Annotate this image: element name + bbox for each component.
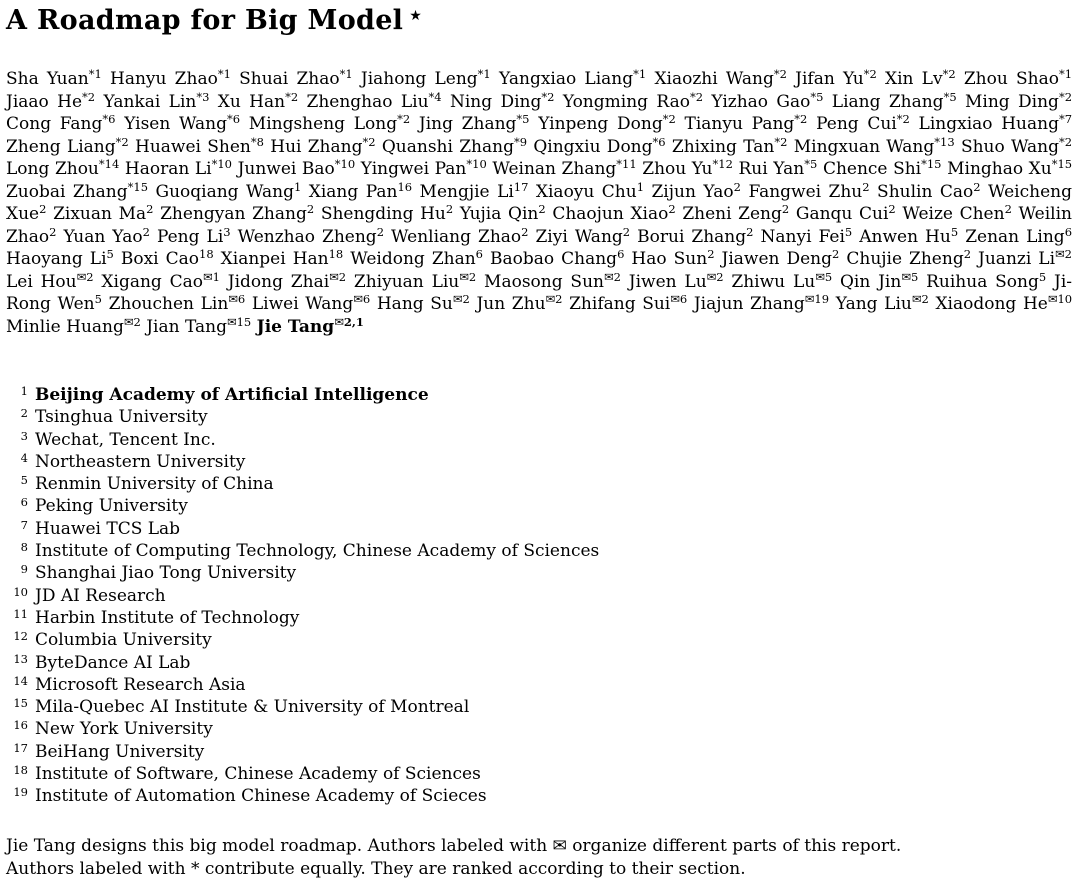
author-superscript: 2 [781, 202, 790, 216]
author-superscript: *2 [896, 112, 910, 126]
paper-title-text: A Roadmap for Big Model [6, 5, 404, 36]
author-superscript: 2 [733, 179, 741, 194]
author: Ruihua Song$^5$ [926, 269, 1047, 292]
author: Borui Zhang$^2$ [637, 224, 754, 247]
author: Rui Yan$^{*5}$ [738, 157, 818, 179]
affiliation-name: Institute of Software, Chinese Academy of Sciences [35, 764, 481, 785]
affiliation-row [6, 585, 1072, 607]
affiliation-number: 17 [13, 740, 28, 755]
author: Zhiwu $Lu^{✉5}$ [731, 269, 833, 292]
affiliation-row [6, 451, 1072, 473]
affiliation-name: Microsoft Research Asia [35, 674, 246, 695]
affiliation-number: 19 [13, 785, 28, 800]
author: Haoyang Li$^5$ [6, 247, 114, 269]
author-superscript: *5 [810, 89, 824, 104]
author: Jidong Zhai$^{✉2}$ [227, 269, 347, 292]
author-superscript: *1 [88, 67, 102, 81]
author-superscript: 5 [106, 247, 114, 261]
affiliation-number: 14 [13, 673, 28, 688]
author-superscript: *2 [773, 67, 787, 81]
author: Chence Shi$^{*15}$ [822, 157, 942, 179]
author-superscript: 1 [636, 179, 645, 194]
affiliation-name: Beijing Academy of Artificial Intelligence [35, 385, 429, 405]
author-superscript: *10 [466, 157, 487, 171]
affiliation-number: 18 [13, 763, 28, 778]
author: Zijun Yao$^2$ [651, 179, 741, 202]
author-superscript: *6 [226, 112, 241, 126]
affiliation-row [6, 562, 1072, 584]
affiliation-row [6, 384, 1072, 406]
author: Guoqiang Wang$^1$ [155, 179, 302, 202]
author: Weinan Zhang$^{*11}$ [492, 157, 637, 179]
affiliation-name: Columbia University [35, 630, 212, 651]
author: Jiwen $Lu^{✉2}$ [628, 269, 724, 292]
author: Ganqu Cui$^2$ [795, 202, 896, 224]
author: Yongming Rao$^{*2}$ [562, 89, 704, 112]
footnotes [6, 835, 1072, 881]
author: Boxi Cao$^{18}$ [120, 247, 214, 269]
author-superscript: 2 [146, 202, 154, 216]
author-superscript: *5 [943, 89, 957, 104]
author-superscript: *12 [712, 157, 733, 171]
author: Anwen Hu$^5$ [859, 224, 959, 247]
author-superscript: *2 [1058, 134, 1073, 149]
author: Jiaao He$^{*2}$ [6, 89, 96, 112]
affiliation-name: Northeastern University [35, 451, 246, 472]
author: Minghao Xu$^{*15}$ [947, 157, 1073, 179]
author: Yangxiao Liang$^{*1}$ [498, 67, 647, 89]
author-superscript: *1 [1059, 67, 1073, 81]
author: Yinpeng Dong$^{*2}$ [538, 112, 676, 134]
affiliation-row [6, 674, 1072, 696]
author-superscript: ✉15 [226, 314, 252, 329]
author: Yingwei Pan$^{*10}$ [360, 157, 487, 179]
author-superscript: 6 [1064, 224, 1073, 239]
author-superscript: ✉1 [203, 269, 220, 284]
author: Juanzi $Li^{✉2}$ [978, 247, 1072, 269]
author: Hao Sun$^2$ [631, 247, 715, 269]
affiliation-name: Peking University [35, 496, 188, 517]
author-superscript: ✉2 [911, 292, 929, 306]
affiliation-row [6, 763, 1072, 785]
affiliation-row [6, 429, 1072, 451]
affiliation-number: 9 [20, 562, 28, 577]
author-superscript: 17 [513, 179, 529, 194]
affiliation-name: Institute of Computing Technology, Chinese Academy of Sciences [35, 541, 600, 562]
author: Liwei Wang$^{✉6}$ [251, 292, 371, 314]
author: Yisen Wang$^{*6}$ [124, 112, 241, 134]
author: Xiaozhi Wang$^{*2}$ [654, 67, 787, 89]
author-superscript: 5 [950, 224, 959, 239]
author-superscript: ✉2 [452, 292, 470, 306]
author: Fangwei Zhu$^2$ [748, 179, 870, 202]
author: Ji-Rong Wen$^5$ [6, 271, 1073, 314]
author-superscript: 16 [397, 179, 413, 194]
affiliation-number: 12 [13, 629, 28, 644]
affiliation-name: Renmin University of China [35, 474, 274, 495]
author-superscript: 6 [475, 247, 483, 261]
author-superscript: 1 [293, 179, 302, 194]
author-superscript: *2 [942, 67, 956, 81]
author-superscript: ✉2 [545, 292, 563, 306]
author: Weilin Zhao$^2$ [6, 204, 1072, 247]
author-superscript: *8 [250, 134, 264, 149]
author-superscript: *2 [362, 134, 376, 149]
author-superscript: 2 [49, 224, 57, 239]
author: Zenan Ling$^6$ [965, 224, 1073, 247]
affiliation-number: 15 [13, 696, 28, 711]
affiliation-number: 11 [13, 606, 28, 621]
author: Baobao Chang$^6$ [490, 247, 625, 269]
author: Yizhao Gao$^{*5}$ [711, 89, 824, 112]
author: Shulin Cao$^2$ [877, 179, 981, 202]
author: Lei Hou$^{✉2}$ [6, 269, 94, 292]
author-superscript: *2 [863, 67, 877, 81]
author: Xianpei Han$^{18}$ [220, 247, 344, 269]
author: Jing Zhang$^{*5}$ [418, 112, 530, 134]
author-superscript: *2 [285, 89, 299, 104]
author-superscript: *4 [428, 89, 442, 104]
author-superscript: 5 [94, 292, 102, 306]
author: Wenliang Zhao$^2$ [391, 224, 529, 247]
author: Jifan Yu$^{*2}$ [795, 67, 877, 89]
author: Weidong Zhan$^6$ [350, 247, 483, 269]
author: Chaojun Xiao$^2$ [552, 202, 676, 224]
author: Haoran Li$^{*10}$ [124, 157, 232, 179]
author-superscript: *1 [339, 67, 353, 81]
author: Mingsheng Long$^{*2}$ [248, 112, 411, 134]
author: Huawei Shen$^{*8}$ [135, 134, 264, 157]
author-superscript: 18 [328, 247, 344, 261]
author: Zhiyuan Liu$^{✉2}$ [353, 269, 477, 292]
author-superscript: 2 [668, 202, 676, 216]
author-superscript: *1 [217, 67, 231, 81]
author: Ziyi Wang$^2$ [535, 224, 631, 247]
author: Zhouchen Lin$^{✉6}$ [108, 292, 246, 314]
author-superscript: ✉2 [1055, 247, 1072, 261]
affiliation-list [6, 384, 1072, 808]
author-superscript: *2 [774, 134, 788, 149]
author: Mingxuan Wang$^{*13}$ [793, 134, 955, 157]
author: Xigang Cao$^{✉1}$ [101, 269, 220, 292]
author-superscript: 2 [963, 247, 972, 261]
author-superscript: *7 [1058, 112, 1073, 126]
affiliation-name: Harbin Institute of Technology [35, 607, 300, 628]
author-superscript: 2 [521, 224, 529, 239]
author-superscript: 2 [973, 179, 981, 194]
author: Shuai Zhao$^{*1}$ [239, 67, 353, 89]
author-superscript: ✉10 [1047, 292, 1073, 306]
affiliation-number: 8 [20, 540, 28, 555]
affiliation-row [6, 406, 1072, 428]
author-superscript: *15 [1051, 157, 1073, 171]
affiliation-number: 7 [20, 517, 28, 532]
affiliation-row [6, 718, 1072, 740]
author: Qingxiu Dong$^{*6}$ [533, 134, 666, 157]
author: Junwei Bao$^{*10}$ [237, 157, 356, 179]
author-superscript: *6 [102, 112, 116, 126]
affiliation-number: 6 [20, 495, 28, 510]
author-superscript: *2 [397, 112, 411, 126]
author: Zhou Yu$^{*12}$ [642, 157, 733, 179]
author: Xu Han$^{*2}$ [217, 89, 299, 112]
author: Quanshi Zhang$^{*9}$ [381, 134, 528, 157]
author: Zhixing Tan$^{*2}$ [671, 134, 788, 157]
author-superscript: *1 [633, 67, 647, 81]
author-superscript: ✉2,1 [334, 314, 364, 329]
author: Hui Zhang$^{*2}$ [270, 134, 376, 157]
author: Jiawen Deng$^2$ [721, 247, 840, 269]
author-superscript: 2 [1004, 202, 1012, 216]
author: Lingxiao Huang$^{*7}$ [918, 112, 1073, 134]
author-superscript: 2 [39, 202, 47, 216]
author-superscript: 2 [862, 179, 870, 194]
author: Sha Yuan$^{*1}$ [6, 67, 102, 89]
affiliation-name: ByteDance AI Lab [35, 652, 191, 673]
author: Zhou Shao$^{*1}$ [963, 67, 1073, 89]
author: Yuan Yao$^2$ [63, 224, 150, 247]
affiliation-row [6, 785, 1072, 807]
author: Weicheng Xue$^2$ [6, 181, 1072, 224]
author: Peng Li$^3$ [156, 224, 231, 247]
author-superscript: ✉2 [329, 269, 347, 284]
author: Ming Ding$^{*2}$ [965, 89, 1073, 112]
author-superscript: *2 [662, 112, 676, 126]
author: Jiajun Zhang$^{✉19}$ [693, 292, 830, 314]
title-footnote-star-icon: ★ [409, 8, 423, 24]
author-superscript: ✉2 [459, 269, 477, 284]
author: Shengding Hu$^2$ [320, 202, 454, 224]
author-superscript: 2 [306, 202, 315, 216]
author-superscript: *15 [127, 179, 149, 194]
author-superscript: *5 [516, 112, 530, 126]
author: Xin Lv$^{*2}$ [884, 67, 956, 89]
author-superscript: *2 [115, 134, 129, 149]
author-superscript: *10 [211, 157, 232, 171]
author-superscript: 2 [888, 202, 896, 216]
author-superscript: 2 [445, 202, 454, 216]
author-superscript: ✉2 [603, 269, 621, 284]
affiliation-name: Tsinghua University [35, 407, 208, 428]
author: Yujia Qin$^2$ [459, 202, 546, 224]
author: Chujie Zheng$^2$ [846, 247, 972, 269]
author-superscript: ✉6 [228, 292, 246, 306]
author: Tianyu Pang$^{*2}$ [684, 112, 808, 134]
author-superscript: *13 [934, 134, 955, 149]
author-superscript: ✉2 [76, 269, 94, 284]
author-superscript: *9 [513, 134, 528, 149]
affiliation-row [6, 473, 1072, 495]
author: Wenzhao Zheng$^2$ [237, 224, 385, 247]
author: Zhengyan Zhang$^2$ [160, 202, 315, 224]
author: Xiaodong $He^{✉10}$ [935, 292, 1073, 314]
author-superscript: 5 [1038, 269, 1047, 284]
author-superscript: 3 [223, 224, 231, 239]
author: Zixuan Ma$^2$ [53, 202, 154, 224]
affiliation-row [6, 518, 1072, 540]
affiliation-row [6, 696, 1072, 718]
footnote-line-1: Jie Tang designs this big model roadmap. Authors labeled with ✉ organize different parts of this report. [6, 835, 902, 856]
affiliation-number: 16 [13, 718, 28, 733]
author-superscript: 2 [538, 202, 546, 216]
author: Zheni Zeng$^2$ [682, 202, 790, 224]
author: Jun Zhu$^{✉2}$ [476, 292, 563, 314]
affiliation-name: Institute of Automation Chinese Academy of Scieces [35, 786, 487, 807]
author-superscript: ✉6 [670, 292, 688, 306]
affiliation-row [6, 540, 1072, 562]
affiliation-name: Huawei TCS Lab [35, 518, 181, 539]
author: Nanyi Fei$^5$ [760, 224, 853, 247]
paper-title [6, 4, 1072, 38]
author-superscript: ✉5 [815, 269, 833, 284]
author: Hang $Su^{✉2}$ [376, 292, 470, 314]
author: Shuo Wang$^{*2}$ [960, 134, 1073, 157]
footnote-line-2: Authors labeled with * contribute equally. They are ranked according to their section. [6, 858, 746, 879]
author: Yankai Lin$^{*3}$ [103, 89, 210, 112]
author: Zhenghao Liu$^{*4}$ [306, 89, 442, 112]
author: Zheng Liang$^{*2}$ [6, 134, 129, 157]
affiliation-name: JD AI Research [35, 585, 166, 606]
affiliation-number: 4 [20, 450, 28, 465]
author: Jie Tang$^{✉2,1}$ [256, 314, 364, 337]
affiliation-name: Wechat, Tencent Inc. [35, 429, 216, 450]
author-superscript: *1 [477, 67, 491, 81]
affiliation-name: New York University [35, 719, 213, 740]
author: Maosong Sun$^{✉2}$ [484, 269, 621, 292]
author-superscript: *6 [652, 134, 666, 149]
author-superscript: 5 [844, 224, 853, 239]
author: Hanyu Zhao$^{*1}$ [110, 67, 231, 89]
author: Yang Liu$^{✉2}$ [835, 292, 929, 314]
author-superscript: *3 [196, 89, 210, 104]
author-list [6, 68, 1072, 360]
affiliation-name: Mila-Quebec AI Institute & University of Montreal [35, 697, 470, 718]
author-superscript: ✉6 [353, 292, 371, 306]
author-superscript: *10 [334, 157, 356, 171]
affiliation-number: 2 [20, 406, 28, 421]
author-superscript: *2 [541, 89, 555, 104]
affiliation-name: BeiHang University [35, 741, 205, 762]
author-superscript: *5 [804, 157, 818, 171]
affiliation-row [6, 741, 1072, 763]
author-superscript: *15 [921, 157, 942, 171]
author-superscript: *2 [689, 89, 704, 104]
affiliation-name: Shanghai Jiao Tong University [35, 563, 297, 584]
affiliation-number: 5 [20, 473, 28, 488]
author-superscript: 6 [617, 247, 625, 261]
author-superscript: 2 [746, 224, 754, 239]
author-superscript: 2 [832, 247, 840, 261]
author-superscript: ✉19 [804, 292, 830, 306]
author-superscript: ✉5 [901, 269, 919, 284]
author-superscript: *2 [82, 89, 96, 104]
affiliation-number: 10 [13, 584, 28, 599]
author-superscript: *2 [1058, 89, 1073, 104]
author: Zhifang Sui$^{✉6}$ [569, 292, 688, 314]
author: Long Zhou$^{*14}$ [6, 157, 120, 179]
author-superscript: 18 [199, 247, 214, 261]
author-superscript: ✉2 [123, 314, 141, 329]
author-superscript: ✉2 [706, 269, 724, 284]
author: Cong Fang$^{*6}$ [6, 112, 116, 134]
affiliation-number: 13 [13, 651, 28, 666]
affiliation-number: 3 [20, 428, 28, 443]
author: Ning Ding$^{*2}$ [449, 89, 555, 112]
author: Liang Zhang$^{*5}$ [831, 89, 957, 112]
author-superscript: *11 [616, 157, 637, 171]
author: Weize Chen$^2$ [902, 202, 1012, 224]
affiliation-row [6, 652, 1072, 674]
author-superscript: *14 [98, 157, 120, 171]
affiliation-number: 1 [20, 384, 28, 398]
author: Mengjie Li$^{17}$ [419, 179, 529, 202]
author-superscript: *2 [794, 112, 808, 126]
author: Qin Jin$^{✉5}$ [839, 269, 919, 292]
affiliation-row [6, 629, 1072, 651]
author: Peng Cui$^{*2}$ [816, 112, 910, 134]
author: Jian Tang$^{✉15}$ [146, 314, 252, 337]
author: Xiang Pan$^{16}$ [308, 179, 413, 202]
author-superscript: 2 [707, 247, 715, 261]
author-superscript: 2 [142, 224, 150, 239]
affiliation-row [6, 495, 1072, 517]
author-superscript: 2 [376, 224, 385, 239]
affiliation-row [6, 607, 1072, 629]
author: Jiahong Leng$^{*1}$ [360, 67, 491, 89]
author-superscript: 2 [622, 224, 631, 239]
author: Minlie Huang$^{✉2}$ [6, 314, 141, 337]
author: Xiaoyu Chu$^1$ [535, 179, 645, 202]
author: Zuobai Zhang$^{*15}$ [6, 179, 149, 202]
